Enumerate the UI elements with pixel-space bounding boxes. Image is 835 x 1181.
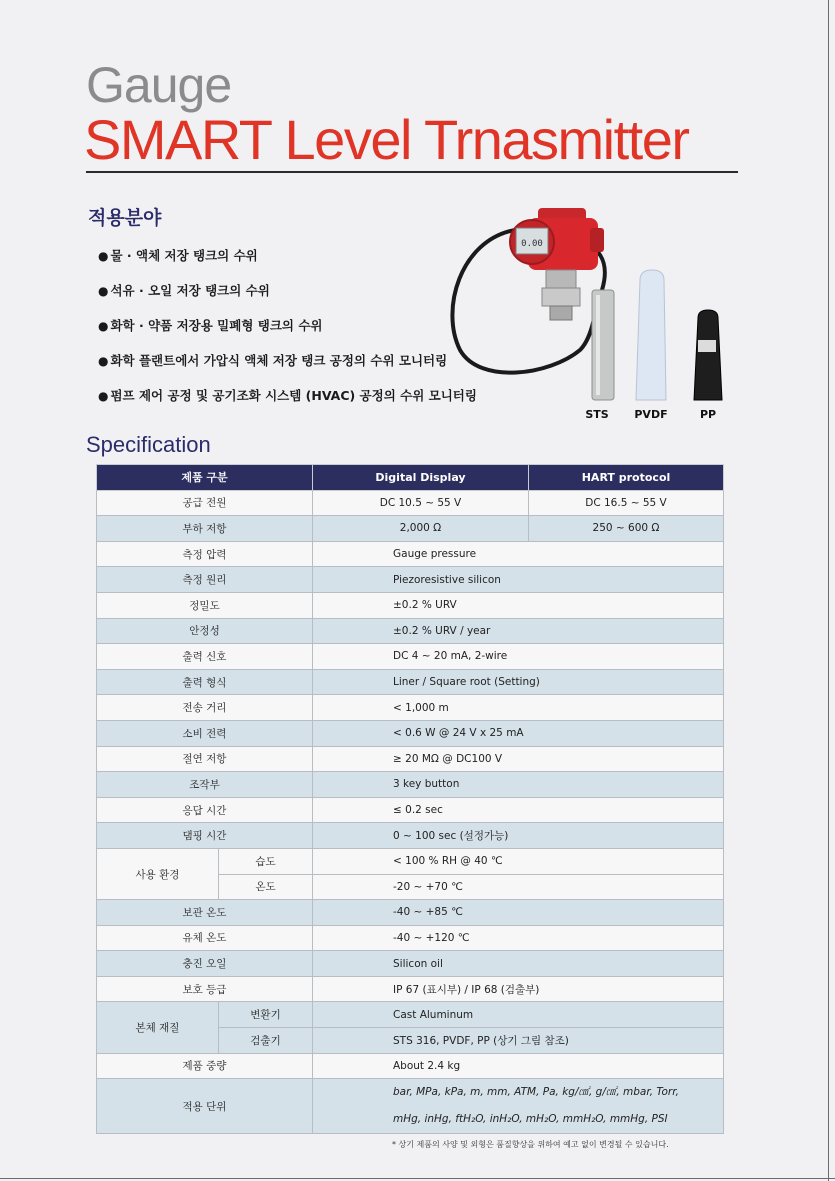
row-value: -40 ~ +85 ℃ — [313, 900, 724, 926]
table-row — [97, 541, 724, 567]
row-sublabel: 검출기 — [219, 1028, 313, 1054]
bullet-icon: ● — [98, 389, 109, 403]
table-row — [97, 592, 724, 618]
row-label: 절연 저항 — [97, 746, 313, 772]
list-item: ● 화학 · 약품 저장용 밀폐형 탱크의 수위 — [98, 318, 323, 333]
row-label: 보관 온도 — [97, 900, 313, 926]
sensor-label-pvdf: PVDF — [634, 408, 668, 421]
row-value: ±0.2 % URV — [313, 592, 724, 618]
row-label: 유체 온도 — [97, 925, 313, 951]
row-value: Cast Aluminum — [313, 1002, 724, 1028]
bullet-icon: ● — [98, 284, 109, 298]
row-value: -40 ~ +120 ℃ — [313, 925, 724, 951]
row-value: -20 ~ +70 ℃ — [313, 874, 724, 900]
row-value: 0 ~ 100 sec (설정가능) — [313, 823, 724, 849]
row-value: 2,000 Ω — [313, 516, 529, 542]
row-label: 적용 단위 — [97, 1079, 313, 1134]
table-row — [97, 644, 724, 670]
sensor-label-pp: PP — [699, 408, 717, 421]
specification-table — [96, 464, 724, 1134]
table-row — [97, 695, 724, 721]
row-value: Silicon oil — [313, 951, 724, 977]
row-value: DC 4 ~ 20 mA, 2-wire — [313, 644, 724, 670]
page-border-right — [828, 0, 829, 1181]
thread-shape — [550, 306, 572, 320]
row-value: < 0.6 W @ 24 V x 25 mA — [313, 720, 724, 746]
row-value: DC 16.5 ~ 55 V — [529, 490, 724, 516]
title-line-1: Gauge — [86, 57, 232, 113]
page-border-bottom — [0, 1178, 835, 1179]
table-row — [97, 490, 724, 516]
nut-shape — [542, 288, 580, 306]
row-sublabel: 습도 — [219, 848, 313, 874]
row-label: 조작부 — [97, 772, 313, 798]
table-row — [97, 823, 724, 849]
row-label: 측정 원리 — [97, 567, 313, 593]
sts-highlight-shape — [596, 295, 600, 395]
row-label: 공급 전원 — [97, 490, 313, 516]
row-sublabel: 온도 — [219, 874, 313, 900]
row-label: 안정성 — [97, 618, 313, 644]
row-label: 전송 거리 — [97, 695, 313, 721]
list-item: ● 펌프 제어 공정 및 공기조화 시스템 (HVAC) 공정의 수위 모니터링 — [98, 388, 477, 403]
row-label: 응답 시간 — [97, 797, 313, 823]
lcd-text: 0.00 — [521, 239, 543, 249]
row-label: 출력 신호 — [97, 644, 313, 670]
table-row — [97, 772, 724, 798]
fitting-shape — [546, 270, 576, 288]
title-line-2: SMART Level Trnasmitter — [84, 108, 689, 171]
applications-heading: 적용분야 — [88, 207, 162, 229]
row-label: 보호 등급 — [97, 976, 313, 1002]
row-value: ±0.2 % URV / year — [313, 618, 724, 644]
table-row — [97, 797, 724, 823]
table-row — [97, 1002, 724, 1028]
list-item: ● 석유 · 오일 저장 탱크의 수위 — [98, 283, 270, 298]
row-value: DC 10.5 ~ 55 V — [313, 490, 529, 516]
table-row — [97, 925, 724, 951]
list-item: ● 물 · 액체 저장 탱크의 수위 — [98, 248, 258, 263]
pvdf-sensor-shape — [636, 270, 666, 400]
sensor-label-sts: STS — [585, 408, 609, 421]
row-value: 3 key button — [313, 772, 724, 798]
row-value: Piezoresistive silicon — [313, 567, 724, 593]
housing-side-shape — [590, 228, 604, 252]
table-row — [97, 1079, 724, 1134]
list-item: ● 화학 플랜트에서 가압식 액체 저장 탱크 공정의 수위 모니터링 — [98, 353, 448, 368]
table-row — [97, 951, 724, 977]
row-label: 출력 형식 — [97, 669, 313, 695]
sts-sensor-shape — [592, 290, 614, 400]
table-header-row — [97, 465, 724, 491]
table-row — [97, 1053, 724, 1079]
footnote: * 상기 제품의 사양 및 외형은 품질향상을 위하여 예고 없이 변경될 수 있습니다. — [392, 1140, 669, 1149]
row-label: 사용 환경 — [97, 848, 219, 899]
table-row — [97, 848, 724, 874]
units-line-2: mHg, inHg, ftH₂O, inH₂O, mH₂O, mmH₂O, mmHg, PSI — [393, 1113, 668, 1126]
row-label: 정밀도 — [97, 592, 313, 618]
row-value: 250 ~ 600 Ω — [529, 516, 724, 542]
row-value — [313, 1079, 724, 1134]
header-cell: HART protocol — [529, 465, 724, 491]
row-value: IP 67 (표시부) / IP 68 (검출부) — [313, 976, 724, 1002]
header-cell: 제품 구분 — [97, 465, 313, 491]
specification-heading: Specification — [86, 432, 211, 457]
row-value: ≤ 0.2 sec — [313, 797, 724, 823]
table-row — [97, 746, 724, 772]
row-value: Gauge pressure — [313, 541, 724, 567]
pp-label-shape — [698, 340, 716, 352]
row-label: 측정 압력 — [97, 541, 313, 567]
pp-sensor-shape — [694, 310, 722, 400]
bullet-icon: ● — [98, 354, 109, 368]
row-value: About 2.4 kg — [313, 1053, 724, 1079]
row-label: 댐핑 시간 — [97, 823, 313, 849]
row-value: STS 316, PVDF, PP (상기 그림 참조) — [313, 1028, 724, 1054]
row-label: 부하 저항 — [97, 516, 313, 542]
applications-list — [98, 246, 477, 421]
bullet-icon: ● — [98, 249, 109, 263]
table-row — [97, 720, 724, 746]
bullet-icon: ● — [98, 319, 109, 333]
row-label: 본체 재질 — [97, 1002, 219, 1053]
table-row — [97, 567, 724, 593]
table-row — [97, 618, 724, 644]
row-value: Liner / Square root (Setting) — [313, 669, 724, 695]
table-row — [97, 900, 724, 926]
row-label: 소비 전력 — [97, 720, 313, 746]
row-value: ≥ 20 MΩ @ DC100 V — [313, 746, 724, 772]
product-image — [440, 200, 740, 430]
table-row — [97, 976, 724, 1002]
row-label: 제품 중량 — [97, 1053, 313, 1079]
units-line-1: bar, MPa, kPa, m, mm, ATM, Pa, kg/㎠, g/㎠, mbar, Torr, — [393, 1086, 679, 1099]
table-row — [97, 669, 724, 695]
table-row — [97, 516, 724, 542]
row-sublabel: 변환기 — [219, 1002, 313, 1028]
row-value: < 100 % RH @ 40 ℃ — [313, 848, 724, 874]
row-value: < 1,000 m — [313, 695, 724, 721]
row-label: 충진 오일 — [97, 951, 313, 977]
title-divider — [86, 171, 738, 173]
header-cell: Digital Display — [313, 465, 529, 491]
